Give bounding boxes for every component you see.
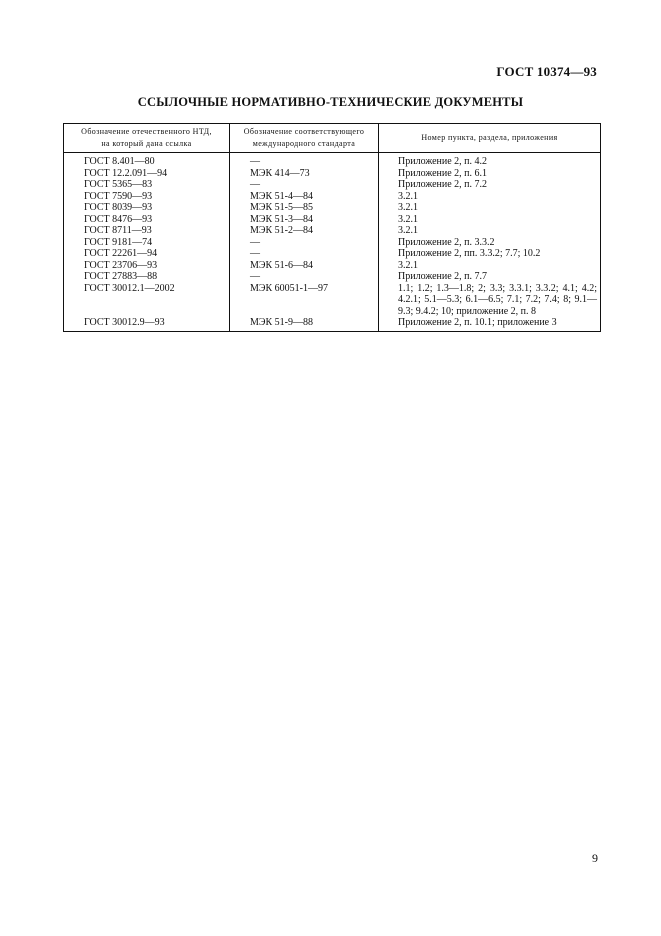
table-row — [64, 153, 601, 168]
clause-cell: 3.2.1 — [398, 202, 418, 213]
national-document-cell: ГОСТ 23706—93 — [64, 260, 230, 272]
national-document-cell: ГОСТ 8039—93 — [64, 202, 230, 214]
international-standard-cell: — — [230, 237, 379, 249]
international-standard-cell: МЭК 51-3—84 — [230, 214, 379, 226]
national-document-cell: ГОСТ 7590—93 — [64, 191, 230, 203]
document-code: ГОСТ 10374—93 — [496, 64, 597, 79]
column-header-line: международного стандарта — [252, 139, 356, 148]
table-row — [64, 214, 601, 226]
column-header-line: Обозначение соответствующего — [243, 127, 365, 136]
clause-cell: Приложение 2, п. 3.3.2 — [398, 236, 495, 248]
national-document-cell: ГОСТ 8711—93 — [64, 225, 230, 237]
table-row — [64, 191, 601, 203]
clause-cell: Приложение 2, п. 7.7 — [398, 271, 488, 282]
international-standard-cell: — — [230, 179, 379, 191]
page-number: 9 — [592, 851, 598, 865]
column-header-national-document — [64, 124, 230, 153]
table-row — [64, 271, 601, 283]
international-standard-cell: МЭК 60051-1—97 — [230, 283, 379, 318]
table-row — [64, 283, 601, 318]
table-row — [64, 179, 601, 191]
national-document-cell: ГОСТ 12.2.091—94 — [64, 168, 230, 180]
clause-cell: Приложение 2, п. 7.2 — [398, 179, 488, 190]
national-document-cell: ГОСТ 22261—94 — [64, 248, 230, 260]
column-header-line: Номер пункта, раздела, приложения — [421, 133, 558, 142]
clause-cell: 3.2.1 — [398, 259, 418, 271]
clause-cell: Приложение 2, пп. 3.3.2; 7.7; 10.2 — [398, 248, 541, 259]
national-document-cell: ГОСТ 5365—83 — [64, 179, 230, 191]
international-standard-cell: МЭК 414—73 — [230, 168, 379, 180]
national-document-cell: ГОСТ 8476—93 — [64, 214, 230, 226]
table-row — [64, 202, 601, 214]
international-standard-cell: — — [230, 248, 379, 260]
national-document-cell: ГОСТ 9181—74 — [64, 237, 230, 249]
national-document-cell: ГОСТ 8.401—80 — [64, 153, 230, 168]
section-title: ССЫЛОЧНЫЕ НОРМАТИВНО-ТЕХНИЧЕСКИЕ ДОКУМЕНТЫ — [137, 95, 524, 109]
table-header-row — [64, 124, 601, 153]
clause-cell — [379, 283, 601, 318]
clause-cell: Приложение 2, п. 10.1; приложение 3 — [398, 317, 557, 328]
international-standard-cell: — — [230, 153, 379, 168]
international-standard-cell: МЭК 51-4—84 — [230, 191, 379, 203]
table-row — [64, 248, 601, 260]
table-row — [64, 225, 601, 237]
table-row — [64, 237, 601, 249]
international-standard-cell: МЭК 51-9—88 — [230, 317, 379, 331]
table-body — [64, 153, 601, 332]
clause-cell: 3.2.1 — [398, 190, 418, 202]
column-header-clause-number — [379, 124, 601, 153]
clause-text: 1.1; 1.2; 1.3—1.8; 2; 3.3; 3.3.1; 3.3.2; 4.1; 4.2; 4.2.1; 5.1—5.3; 6.1—6.5; 7.1; 7.2; 7.4; 8; 9.1—9.3; 9.4.2; 10; приложение 2, п. 8 — [398, 282, 597, 317]
international-standard-cell: МЭК 51-6—84 — [230, 260, 379, 272]
clause-cell: 3.2.1 — [398, 225, 418, 236]
column-header-line: на который дана ссылка — [101, 139, 192, 148]
table-row — [64, 260, 601, 272]
national-document-cell: ГОСТ 30012.9—93 — [64, 317, 230, 331]
table-row — [64, 317, 601, 331]
table-row — [64, 168, 601, 180]
clause-cell: Приложение 2, п. 4.2 — [398, 156, 488, 167]
international-standard-cell: МЭК 51-5—85 — [230, 202, 379, 214]
clause-cell: 3.2.1 — [398, 213, 418, 225]
national-document-cell: ГОСТ 27883—88 — [64, 271, 230, 283]
reference-documents-table — [63, 123, 601, 332]
international-standard-cell: МЭК 51-2—84 — [230, 225, 379, 237]
national-document-cell: ГОСТ 30012.1—2002 — [64, 283, 230, 318]
column-header-line: Обозначение отечественного НТД, — [81, 127, 212, 136]
clause-cell: Приложение 2, п. 6.1 — [398, 167, 488, 179]
international-standard-cell: — — [230, 271, 379, 283]
column-header-international-standard — [230, 124, 379, 153]
